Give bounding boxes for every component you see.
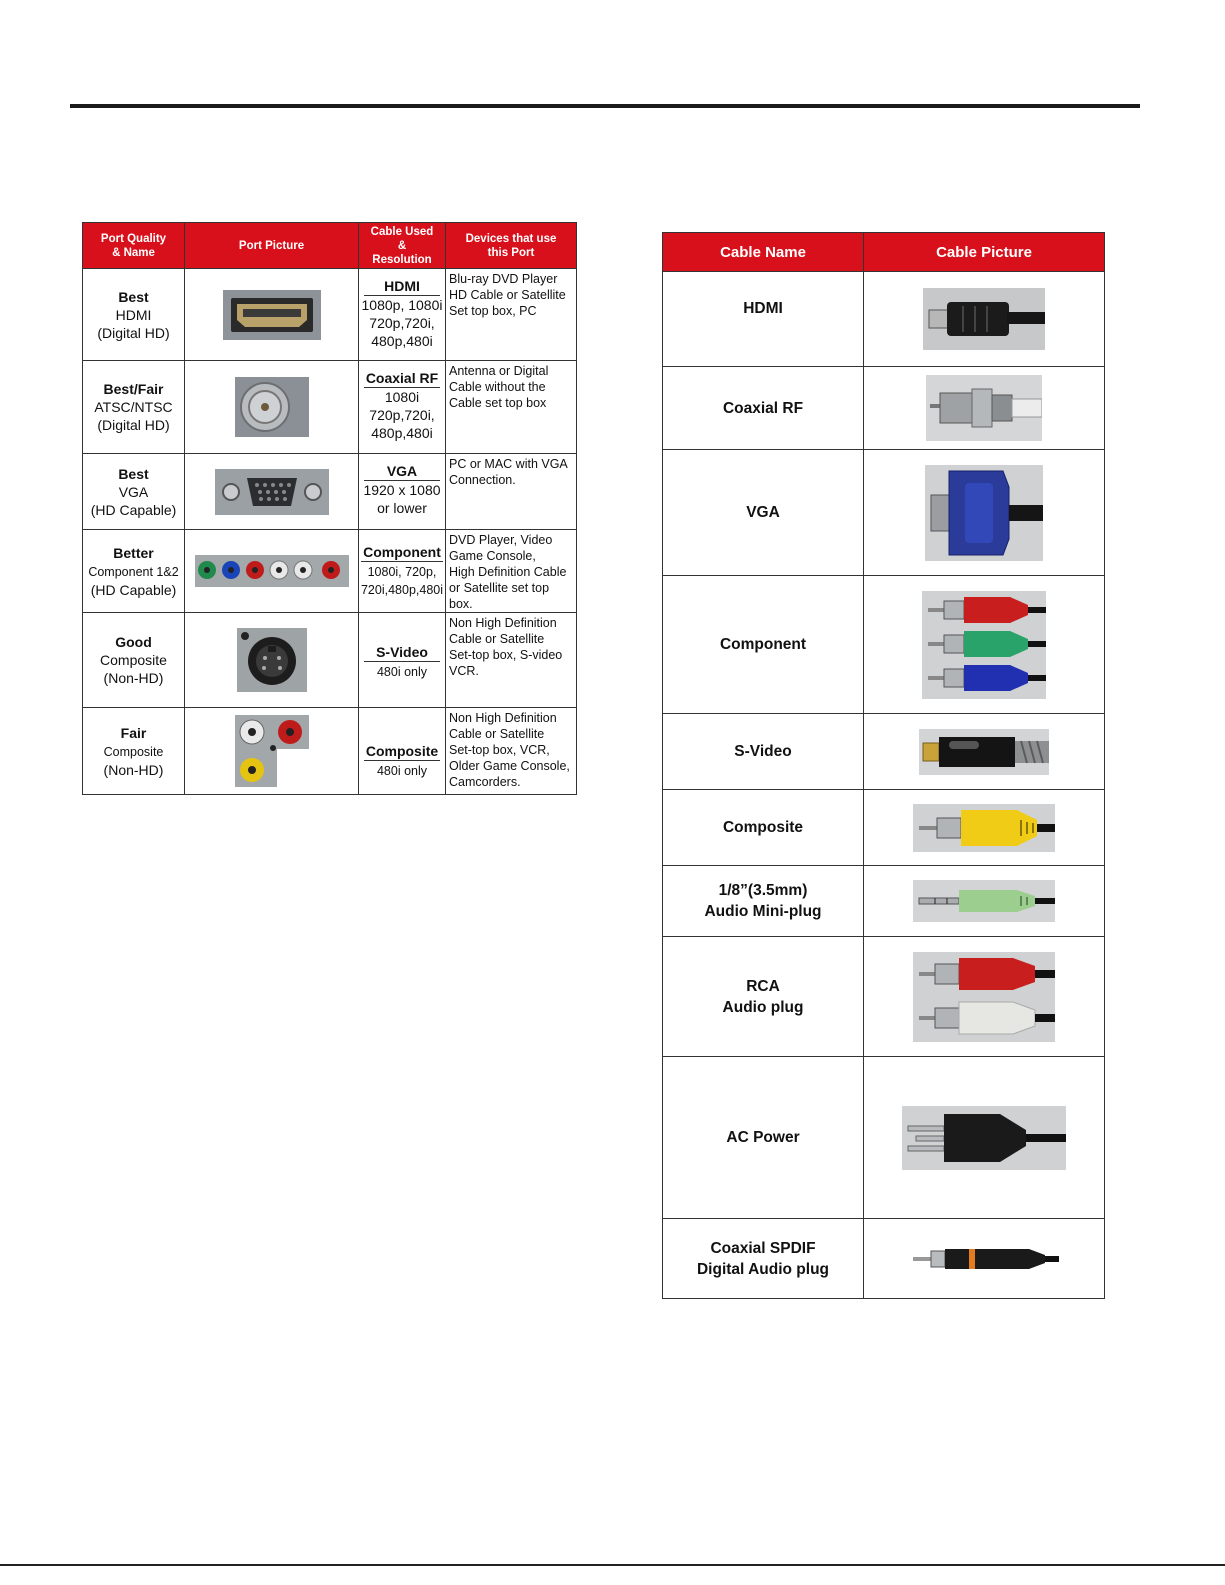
cable-name: Component <box>663 576 864 714</box>
hdmi-port-icon <box>223 290 321 340</box>
table-row <box>663 714 1105 790</box>
table-row <box>83 361 577 454</box>
resolution: 480i only <box>376 665 428 679</box>
port-type: (Digital HD) <box>97 324 170 341</box>
ports-header-row <box>83 223 577 269</box>
cable-cell <box>359 708 446 795</box>
port-name: VGA <box>118 483 149 500</box>
cable-name: AC Power <box>663 1057 864 1219</box>
resolution: 1080p, 1080i 720p,720i, 480p,480i <box>361 297 443 349</box>
devices-cell: Non High Definition Cable or Satellite Set-top box, S-video VCR. <box>446 613 577 708</box>
cable-name: Coaxial RF <box>365 370 439 386</box>
svideo-port-icon <box>237 628 307 692</box>
cable-name: Coaxial RF <box>663 367 864 450</box>
cable-cell <box>359 269 446 361</box>
resolution: 1920 x 1080 or lower <box>363 482 441 516</box>
port-quality-cell <box>83 613 185 708</box>
devices-cell: Blu-ray DVD Player HD Cable or Satellite Set top box, PC <box>446 269 577 361</box>
cable-name: Composite <box>663 790 864 866</box>
cable-picture-cell <box>864 866 1105 937</box>
cables-header-row <box>663 233 1105 272</box>
port-type: (HD Capable) <box>90 501 177 518</box>
quality-label: Fair <box>120 724 147 741</box>
port-quality-cell <box>83 361 185 454</box>
top-rule <box>70 104 1140 108</box>
quality-label: Best <box>118 465 149 482</box>
devices-cell: Non High Definition Cable or Satellite Set-top box, VCR, Older Game Console, Camcorders. <box>446 708 577 795</box>
cable-name: VGA <box>364 462 440 481</box>
port-type: (HD Capable) <box>90 581 177 598</box>
port-type: (Non-HD) <box>103 670 164 686</box>
quality-label: Good <box>115 634 152 650</box>
header-cable-picture: Cable Picture <box>864 233 1105 272</box>
cable-name: VGA <box>663 450 864 576</box>
cable-name: Coaxial SPDIF Digital Audio plug <box>663 1219 864 1299</box>
rca-plug-icon <box>913 952 1055 1042</box>
port-name: ATSC/NTSC <box>94 399 173 415</box>
devices-cell: PC or MAC with VGA Connection. <box>446 454 577 530</box>
component-cable-icon <box>922 591 1046 699</box>
table-row <box>83 530 577 613</box>
table-row <box>663 576 1105 714</box>
table-row <box>83 613 577 708</box>
cable-picture-cell <box>864 450 1105 576</box>
resolution: 1080i 720p,720i, 480p,480i <box>369 389 435 441</box>
port-picture-cell <box>185 613 359 708</box>
cable-picture-cell <box>864 790 1105 866</box>
cable-name: S-Video <box>663 714 864 790</box>
port-picture-cell <box>185 269 359 361</box>
cables-table <box>662 232 1105 1299</box>
table-row <box>83 269 577 361</box>
cable-cell <box>359 530 446 613</box>
cable-picture-cell <box>864 272 1105 367</box>
svideo-cable-icon <box>919 729 1049 775</box>
devices-cell: DVD Player, Video Game Console, High Definition Cable or Satellite set top box. <box>446 530 577 613</box>
mini-plug-icon <box>913 880 1055 922</box>
cable-name: HDMI <box>663 272 864 367</box>
table-row <box>663 272 1105 367</box>
resolution: 1080i, 720p, 720i,480p,480i <box>360 565 444 597</box>
quality-label: Best <box>118 288 149 305</box>
table-row <box>663 450 1105 576</box>
vga-cable-icon <box>925 465 1043 561</box>
table-row <box>663 367 1105 450</box>
quality-label: Best/Fair <box>103 381 164 397</box>
port-name: HDMI <box>115 306 152 323</box>
vga-port-icon <box>215 469 329 515</box>
header-cable-used: Cable Used & Resolution <box>359 223 446 269</box>
cable-cell <box>359 454 446 530</box>
port-name: Component 1&2 <box>88 564 179 579</box>
port-picture-cell <box>185 454 359 530</box>
header-port-picture: Port Picture <box>185 223 359 269</box>
hdmi-cable-icon <box>923 288 1045 350</box>
cable-picture-cell <box>864 576 1105 714</box>
cable-name: RCA Audio plug <box>663 937 864 1057</box>
header-port-quality: Port Quality & Name <box>83 223 185 269</box>
ports-table <box>82 222 577 795</box>
cable-cell <box>359 361 446 454</box>
spdif-plug-icon <box>909 1239 1059 1279</box>
cable-name: HDMI <box>364 277 440 296</box>
table-row <box>663 1057 1105 1219</box>
table-row <box>83 708 577 795</box>
cable-picture-cell <box>864 714 1105 790</box>
port-picture-cell <box>185 361 359 454</box>
cable-picture-cell <box>864 1057 1105 1219</box>
port-picture-cell <box>185 530 359 613</box>
resolution: 480i only <box>376 764 428 778</box>
table-row <box>663 937 1105 1057</box>
ac-power-plug-icon <box>902 1106 1066 1170</box>
port-quality-cell <box>83 454 185 530</box>
cable-name: Component <box>363 544 441 560</box>
cable-picture-cell <box>864 367 1105 450</box>
cable-cell <box>359 613 446 708</box>
header-devices: Devices that use this Port <box>446 223 577 269</box>
composite-cable-icon <box>913 804 1055 852</box>
port-picture-cell <box>185 708 359 795</box>
quality-label: Better <box>113 544 154 561</box>
cable-picture-cell <box>864 1219 1105 1299</box>
table-row <box>83 454 577 530</box>
port-name: Composite <box>100 652 167 668</box>
port-quality-cell <box>83 269 185 361</box>
coaxial-port-icon <box>235 377 309 437</box>
port-quality-cell <box>83 530 185 613</box>
bottom-rule <box>0 1564 1225 1566</box>
port-name: Composite <box>103 744 164 759</box>
port-type: (Non-HD) <box>103 761 164 778</box>
cable-name: Composite <box>365 743 439 759</box>
cable-picture-cell <box>864 937 1105 1057</box>
table-row <box>663 1219 1105 1299</box>
cable-name: 1/8”(3.5mm) Audio Mini-plug <box>663 866 864 937</box>
coaxial-cable-icon <box>926 375 1042 441</box>
cable-name: S-Video <box>364 643 440 662</box>
table-row <box>663 866 1105 937</box>
header-cable-name: Cable Name <box>663 233 864 272</box>
port-type: (Digital HD) <box>97 417 170 433</box>
table-row <box>663 790 1105 866</box>
composite-port-icon <box>235 715 309 787</box>
component-port-icon <box>195 555 349 587</box>
devices-cell: Antenna or Digital Cable without the Cable set top box <box>446 361 577 454</box>
port-quality-cell <box>83 708 185 795</box>
